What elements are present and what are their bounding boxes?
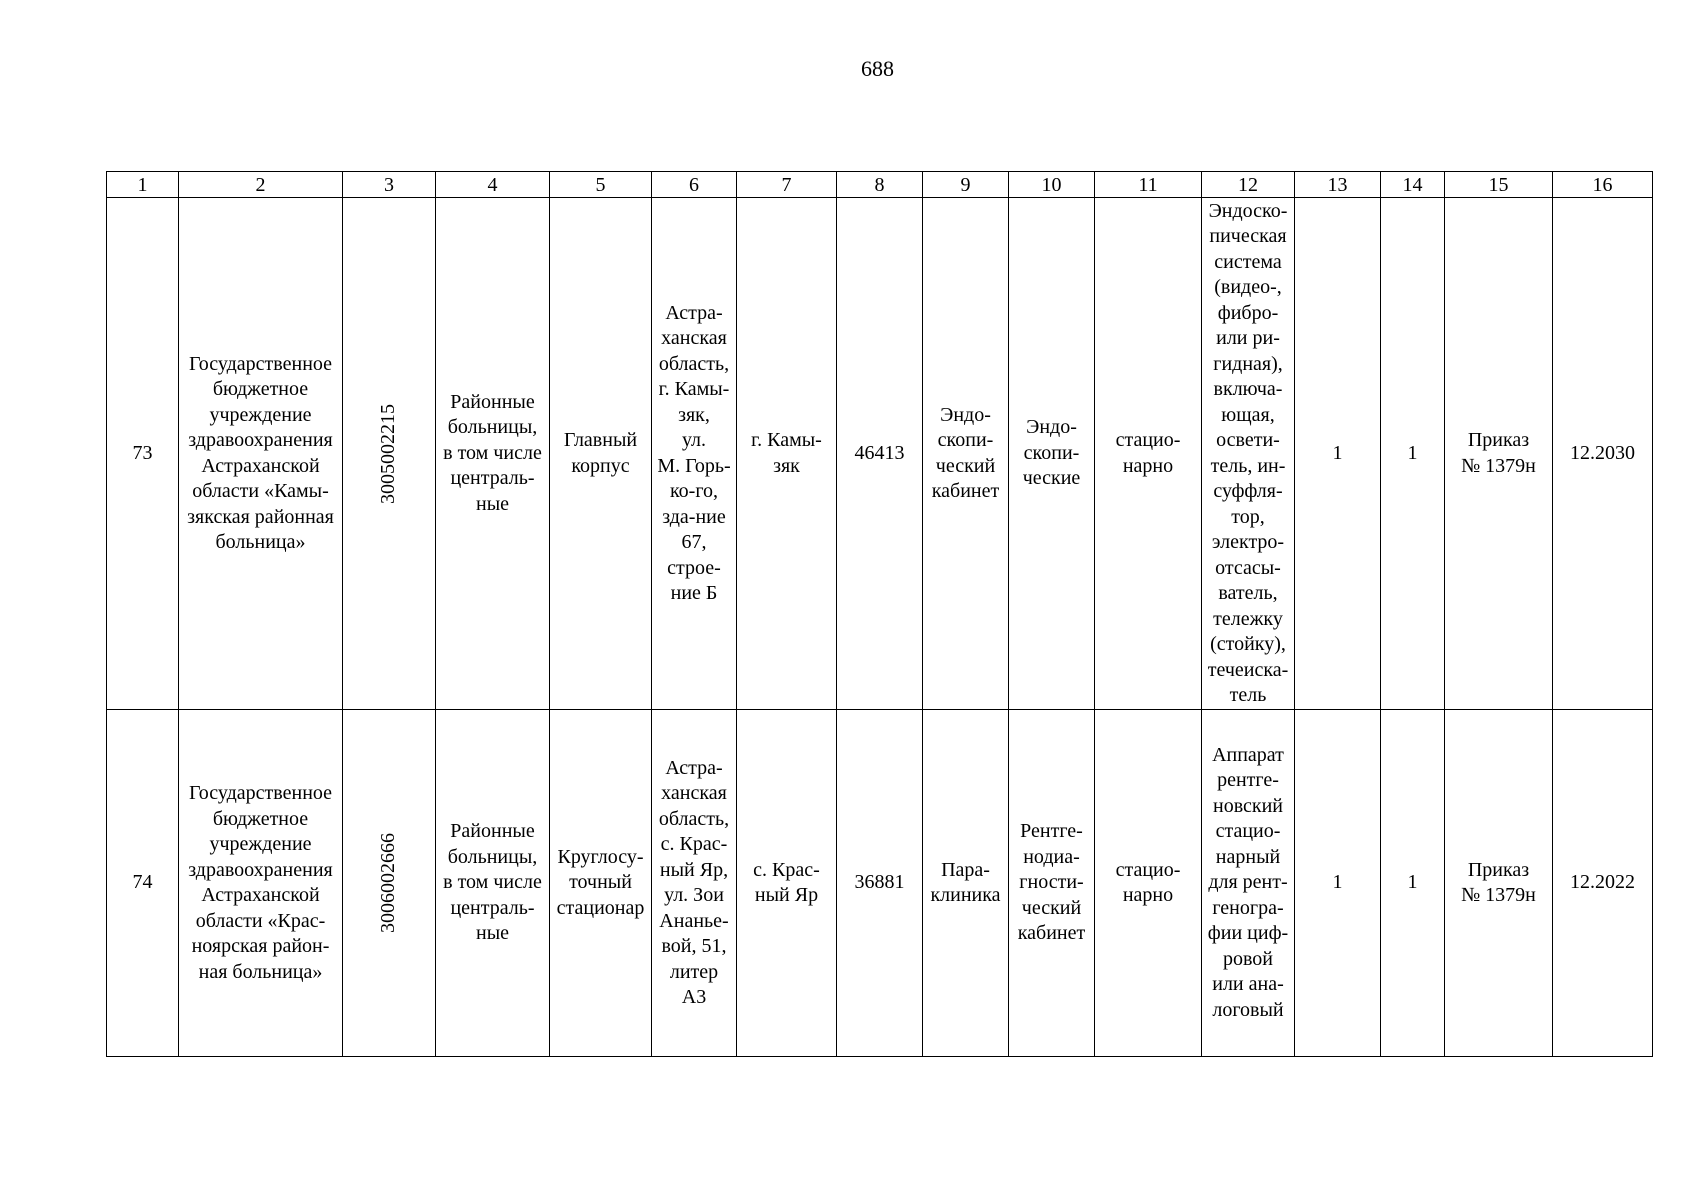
building: Главный корпус (563, 429, 638, 477)
locality-cell (737, 198, 837, 710)
locality-cell (737, 710, 837, 1057)
row-number-cell (107, 710, 179, 1057)
equipment-group-cell (1009, 198, 1095, 710)
locality-code: 46413 (854, 441, 905, 464)
header-cell: 2 (179, 172, 343, 198)
locality-code: 36881 (854, 871, 905, 894)
unit: Эндо- скопи- ческий кабинет (931, 403, 1000, 502)
header-cell: 10 (1009, 172, 1095, 198)
address: Астра- ханская область, с. Крас- ный Яр, ул. Зои Ананье- вой, 51, литер А3 (658, 756, 730, 1008)
page-number: 688 (861, 56, 894, 81)
header-cell: 5 (550, 172, 652, 198)
header-cell: 15 (1445, 172, 1553, 198)
organization-name: Государственное бюджетное учреждение здравоохранения Астраханской области «Камы- зякская районная больница» (187, 352, 334, 553)
quantity: 1 (1407, 441, 1418, 464)
unit-cell (923, 710, 1009, 1057)
equipment-name: Эндоско- пическая система (видео-, фибро- или ри- гидная), включа- ющая, освети- тель, ин- суффля- тор, электро- отсасы- ватель, тележку (стойку), течеиска- тель (1207, 199, 1289, 706)
organization-code: 3006002666 (377, 833, 400, 933)
locality-code-cell (837, 710, 923, 1057)
hospital-type-cell (436, 710, 550, 1057)
unit-cell (923, 198, 1009, 710)
hospital-type-cell (436, 198, 550, 710)
equipment-group-cell (1009, 710, 1095, 1057)
organization-name: Государственное бюджетное учреждение здравоохранения Астраханской области «Крас- ноярская район- ная больница» (188, 782, 333, 983)
order-reference: Приказ № 1379н (1461, 858, 1536, 906)
building-cell (550, 710, 652, 1057)
care-mode-cell (1095, 710, 1202, 1057)
order-reference: Приказ № 1379н (1461, 429, 1536, 477)
equipment-cell (1202, 198, 1295, 710)
locality: с. Крас- ный Яр (753, 858, 820, 906)
address: Астра- ханская область, г. Камы- зяк, ул. М. Горь- ко-го, зда-ние 67, строе- ние Б (657, 301, 731, 604)
header-cell: 7 (737, 172, 837, 198)
header-cell: 4 (436, 172, 550, 198)
header-cell: 16 (1553, 172, 1653, 198)
date-cell (1553, 710, 1653, 1057)
quantity: 1 (1332, 441, 1343, 464)
code-cell (343, 198, 436, 710)
header-cell: 13 (1295, 172, 1381, 198)
address-cell (652, 198, 737, 710)
quantity: 1 (1332, 871, 1343, 894)
equipment-cell (1202, 710, 1295, 1057)
header-cell: 14 (1381, 172, 1445, 198)
building: Круглосу- точный стационар (556, 845, 645, 919)
care-mode-cell (1095, 198, 1202, 710)
quantity-cell (1295, 710, 1381, 1057)
table-row (107, 198, 1653, 710)
header-cell: 9 (923, 172, 1009, 198)
date-cell (1553, 198, 1653, 710)
quantity-cell (1381, 198, 1445, 710)
table-header-row (107, 172, 1653, 198)
header-cell: 6 (652, 172, 737, 198)
order-cell (1445, 198, 1553, 710)
code-cell (343, 710, 436, 1057)
date: 12.2030 (1570, 441, 1635, 464)
header-cell: 12 (1202, 172, 1295, 198)
order-cell (1445, 710, 1553, 1057)
table-row (107, 710, 1653, 1057)
organization-code: 3005002215 (377, 403, 400, 504)
address-cell (652, 710, 737, 1057)
organization-cell (179, 710, 343, 1057)
equipment-name: Аппарат рентге- новский стацио- нарный для рент- геногра- фии циф- ровой или ана- логовый (1207, 743, 1289, 1021)
equipment-group: Эндо- скопи- ческие (1022, 416, 1081, 490)
care-mode: стацио- нарно (1115, 858, 1181, 906)
equipment-table (106, 171, 1653, 1057)
row-number: 74 (132, 871, 153, 894)
unit: Пара- клиника (930, 858, 1001, 906)
organization-cell (179, 198, 343, 710)
locality: г. Камы- зяк (751, 429, 822, 477)
care-mode: стацио- нарно (1115, 429, 1181, 477)
hospital-type: Районные больницы, в том числе централь- ные (443, 820, 542, 945)
header-cell: 11 (1095, 172, 1202, 198)
date: 12.2022 (1570, 871, 1635, 894)
row-number-cell (107, 198, 179, 710)
quantity-cell (1295, 198, 1381, 710)
locality-code-cell (837, 198, 923, 710)
header-cell: 3 (343, 172, 436, 198)
hospital-type: Районные больницы, в том числе централь- ные (443, 390, 542, 515)
header-cell: 1 (107, 172, 179, 198)
building-cell (550, 198, 652, 710)
row-number: 73 (132, 441, 153, 464)
quantity: 1 (1407, 871, 1418, 894)
equipment-group: Рентге- нодиа- гности- ческий кабинет (1017, 820, 1086, 945)
header-cell: 8 (837, 172, 923, 198)
quantity-cell (1381, 710, 1445, 1057)
